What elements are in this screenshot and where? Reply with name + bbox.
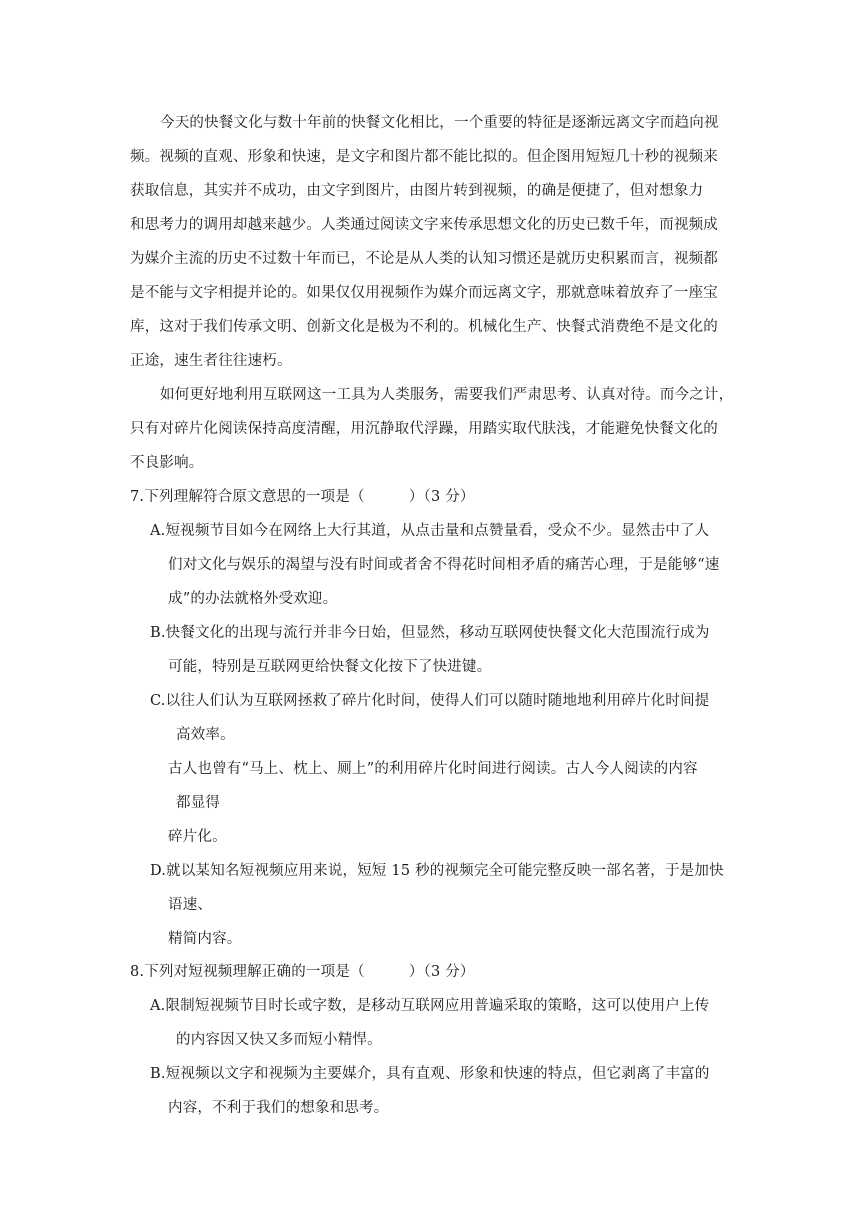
question-8 xyxy=(130,955,735,1125)
question-title: 7.下列理解符合原文意思的一项是（ ）（3 分） xyxy=(130,489,475,505)
option-a-line: 的内容因又快又多而短小精悍。 xyxy=(176,1032,382,1048)
text-line: 库，这对于我们传承文明、创新文化是极为不利的。机械化生产、快餐式消费绝不是文化的 xyxy=(130,319,718,335)
text-line: 获取信息，其实并不成功，由文字到图片，由图片转到视频，的确是便捷了，但对想象力 xyxy=(130,183,704,199)
passage-paragraph-2 xyxy=(130,378,735,480)
passage-paragraph-1 xyxy=(130,106,735,378)
option-c-line: C.以往人们认为互联网拯救了碎片化时间，使得人们可以随时随地地利用碎片化时间提 xyxy=(150,693,710,709)
option-a-line: A.短视频节目如今在网络上大行其道，从点击量和点赞量看，受众不少。显然击中了人 xyxy=(150,523,710,539)
text-line: 如何更好地利用互联网这一工具为人类服务，需要我们严肃思考、认真对待。而今之计， xyxy=(160,387,734,403)
option-b-line: B.快餐文化的出现与流行并非今日始，但显然，移动互联网使快餐文化大范围流行成为 xyxy=(150,625,710,641)
option-c-line: 高效率。 xyxy=(176,727,235,743)
text-line: 不良影响。 xyxy=(130,455,204,471)
question-7 xyxy=(130,480,735,956)
text-line: 频。视频的直观、形象和快速，是文字和图片都不能比拟的。但企图用短短几十秒的视频来 xyxy=(130,149,718,165)
option-b-line: 可能，特别是互联网更给快餐文化按下了快进键。 xyxy=(168,659,492,675)
option-d-line: 精简内容。 xyxy=(168,931,242,947)
option-c-line: 古人也曾有“马上、枕上、厕上”的利用碎片化时间进行阅读。古人今人阅读的内容 xyxy=(168,761,698,777)
option-a-line: 们对文化与娱乐的渴望与没有时间或者舍不得花时间相矛盾的痛苦心理，于是能够“速 xyxy=(168,557,720,573)
option-d-line: 语速、 xyxy=(168,897,213,913)
option-b-line: B.短视频以文字和视频为主要媒介，具有直观、形象和快速的特点，但它剥离了丰富的 xyxy=(150,1066,710,1082)
text-line: 是不能与文字相提并论的。如果仅仅用视频作为媒介而远离文字，那就意味着放弃了一座宝 xyxy=(130,285,718,301)
text-line: 正途，速生者往往速朽。 xyxy=(130,353,292,369)
option-a-line: 成”的办法就格外受欢迎。 xyxy=(168,591,338,607)
text-line: 和思考力的调用却越来越少。人类通过阅读文字来传承思想文化的历史已数千年，而视频成 xyxy=(130,217,718,233)
option-c-line: 都显得 xyxy=(176,795,221,811)
option-a-line: A.限制短视频节目时长或字数，是移动互联网应用普遍采取的策略，这可以使用户上传 xyxy=(150,998,710,1014)
option-d-line: D.就以某知名短视频应用来说，短短 15 秒的视频完全可能完整反映一部名著，于是加快 xyxy=(150,863,724,879)
text-line: 为媒介主流的历史不过数十年而已，不论是从人类的认知习惯还是就历史积累而言，视频都 xyxy=(130,251,718,267)
question-title: 8.下列对短视频理解正确的一项是（ ）（3 分） xyxy=(130,964,475,980)
option-b-line: 内容，不利于我们的想象和思考。 xyxy=(168,1100,389,1116)
text-line: 今天的快餐文化与数十年前的快餐文化相比，一个重要的特征是逐渐远离文字而趋向视 xyxy=(160,115,719,131)
option-c-line: 碎片化。 xyxy=(168,829,227,845)
text-line: 只有对碎片化阅读保持高度清醒，用沉静取代浮躁，用踏实取代肤浅，才能避免快餐文化的 xyxy=(130,421,718,437)
